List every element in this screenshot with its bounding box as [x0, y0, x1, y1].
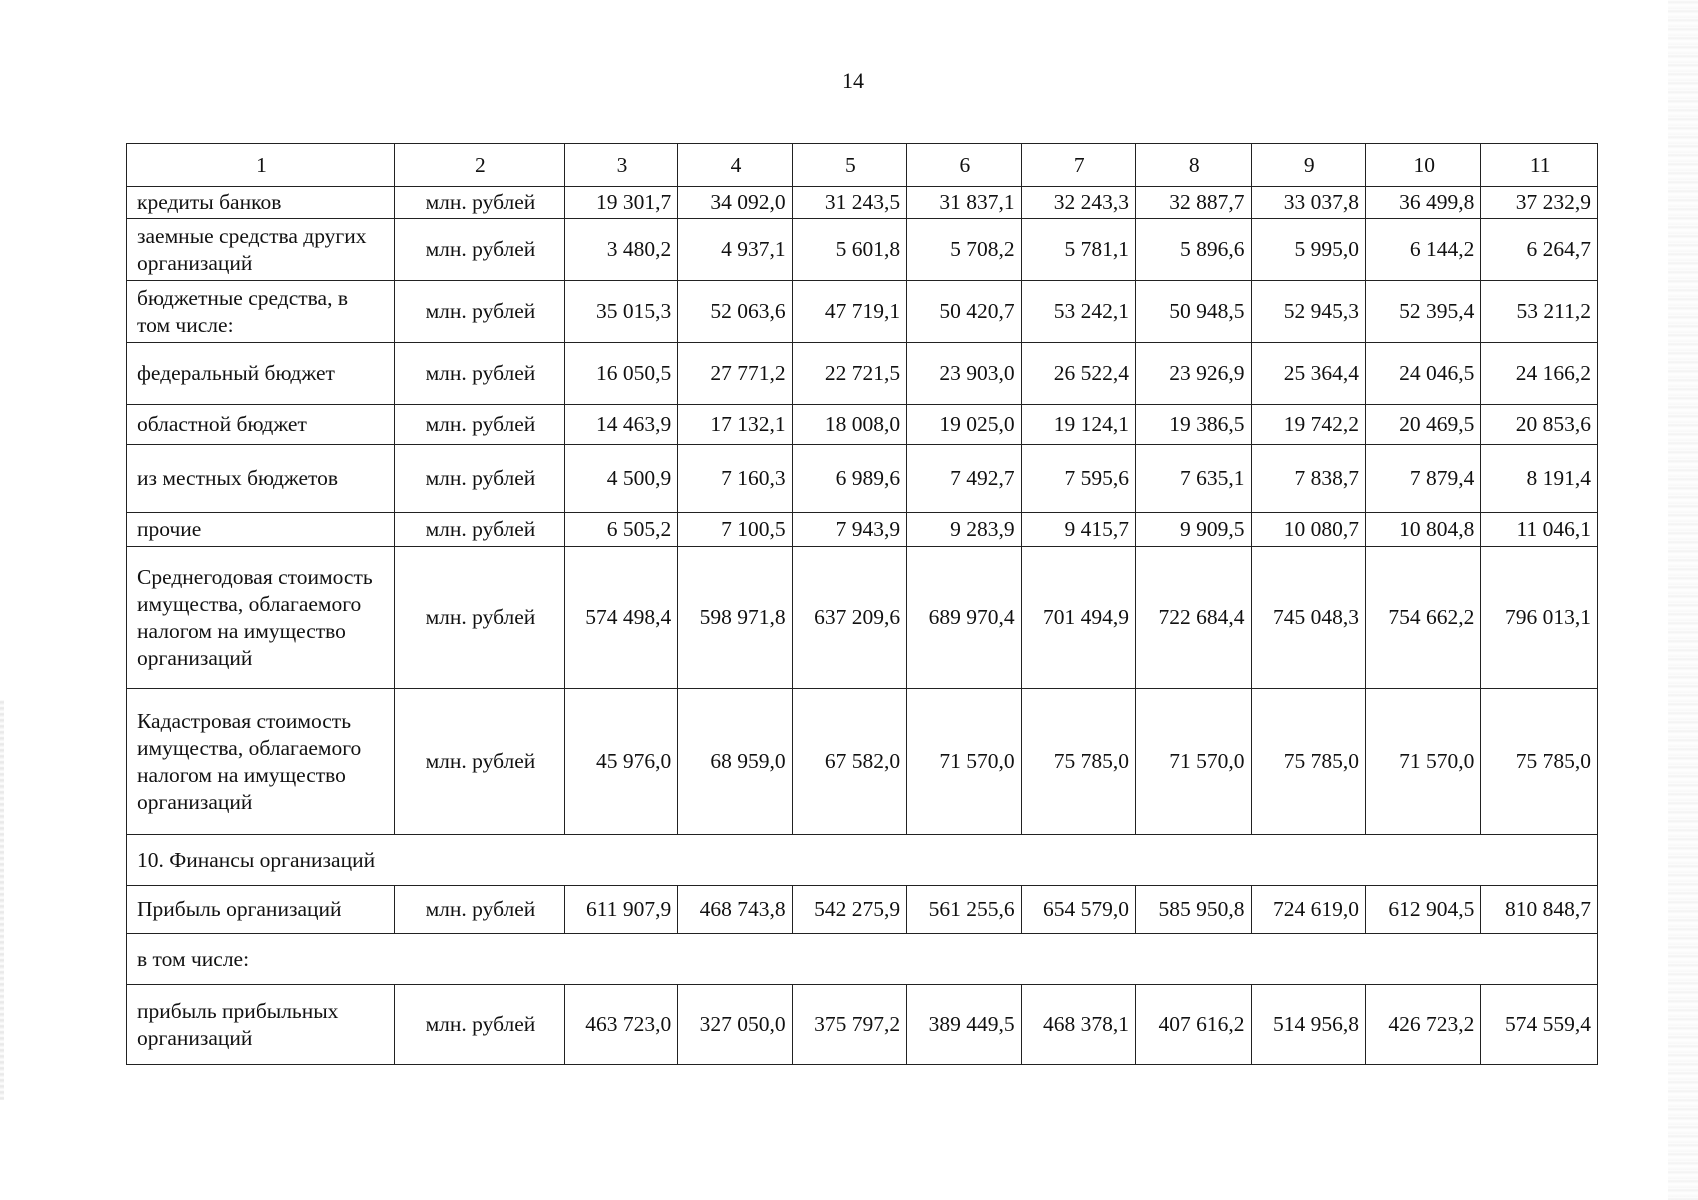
column-number: 2: [395, 144, 565, 187]
value-cell: 745 048,3: [1251, 547, 1365, 689]
table-row: [127, 445, 1598, 513]
indicator-name: прочие: [127, 513, 395, 547]
unit-cell: млн. рублей: [395, 219, 565, 281]
value-cell: 75 785,0: [1251, 689, 1365, 835]
indicator-name: областной бюджет: [127, 405, 395, 445]
value-cell: 16 050,5: [564, 343, 677, 405]
value-cell: 45 976,0: [564, 689, 677, 835]
value-cell: 35 015,3: [564, 281, 677, 343]
value-cell: 542 275,9: [792, 886, 906, 934]
value-cell: 514 956,8: [1251, 985, 1365, 1065]
value-cell: 810 848,7: [1481, 886, 1598, 934]
value-cell: 52 395,4: [1365, 281, 1480, 343]
value-cell: 19 742,2: [1251, 405, 1365, 445]
value-cell: 75 785,0: [1021, 689, 1135, 835]
value-cell: 7 100,5: [678, 513, 792, 547]
value-cell: 5 781,1: [1021, 219, 1135, 281]
unit-cell: млн. рублей: [395, 405, 565, 445]
value-cell: 37 232,9: [1481, 187, 1598, 219]
value-cell: 4 500,9: [564, 445, 677, 513]
value-cell: 31 837,1: [907, 187, 1021, 219]
value-cell: 6 144,2: [1365, 219, 1480, 281]
indicator-name: Прибыль организаций: [127, 886, 395, 934]
value-cell: 7 595,6: [1021, 445, 1135, 513]
value-cell: 7 838,7: [1251, 445, 1365, 513]
column-number: 8: [1136, 144, 1251, 187]
value-cell: 17 132,1: [678, 405, 792, 445]
value-cell: 50 948,5: [1136, 281, 1251, 343]
value-cell: 3 480,2: [564, 219, 677, 281]
value-cell: 24 166,2: [1481, 343, 1598, 405]
value-cell: 612 904,5: [1365, 886, 1480, 934]
value-cell: 574 559,4: [1481, 985, 1598, 1065]
column-number: 5: [792, 144, 906, 187]
indicator-name: заемные средства других организаций: [127, 219, 395, 281]
value-cell: 26 522,4: [1021, 343, 1135, 405]
table-row: [127, 281, 1598, 343]
column-number: 7: [1021, 144, 1135, 187]
value-cell: 585 950,8: [1136, 886, 1251, 934]
value-cell: 375 797,2: [792, 985, 906, 1065]
value-cell: 50 420,7: [907, 281, 1021, 343]
value-cell: 561 255,6: [907, 886, 1021, 934]
value-cell: 722 684,4: [1136, 547, 1251, 689]
value-cell: 68 959,0: [678, 689, 792, 835]
value-cell: 5 995,0: [1251, 219, 1365, 281]
value-cell: 654 579,0: [1021, 886, 1135, 934]
value-cell: 5 896,6: [1136, 219, 1251, 281]
value-cell: 7 635,1: [1136, 445, 1251, 513]
value-cell: 32 887,7: [1136, 187, 1251, 219]
unit-cell: млн. рублей: [395, 445, 565, 513]
value-cell: 23 926,9: [1136, 343, 1251, 405]
value-cell: 724 619,0: [1251, 886, 1365, 934]
value-cell: 9 909,5: [1136, 513, 1251, 547]
value-cell: 426 723,2: [1365, 985, 1480, 1065]
value-cell: 7 160,3: [678, 445, 792, 513]
value-cell: 468 743,8: [678, 886, 792, 934]
column-number-row: [127, 144, 1598, 187]
column-number: 3: [564, 144, 677, 187]
value-cell: 53 211,2: [1481, 281, 1598, 343]
table-row: [127, 513, 1598, 547]
value-cell: 71 570,0: [1136, 689, 1251, 835]
column-number: 6: [907, 144, 1021, 187]
value-cell: 701 494,9: [1021, 547, 1135, 689]
value-cell: 327 050,0: [678, 985, 792, 1065]
column-number: 10: [1365, 144, 1480, 187]
value-cell: 7 492,7: [907, 445, 1021, 513]
scan-edge-noise: [1668, 0, 1698, 1200]
value-cell: 14 463,9: [564, 405, 677, 445]
table-body: [127, 144, 1598, 1065]
unit-cell: млн. рублей: [395, 689, 565, 835]
value-cell: 6 505,2: [564, 513, 677, 547]
value-cell: 689 970,4: [907, 547, 1021, 689]
value-cell: 19 025,0: [907, 405, 1021, 445]
value-cell: 389 449,5: [907, 985, 1021, 1065]
value-cell: 71 570,0: [907, 689, 1021, 835]
value-cell: 18 008,0: [792, 405, 906, 445]
value-cell: 754 662,2: [1365, 547, 1480, 689]
unit-cell: млн. рублей: [395, 886, 565, 934]
value-cell: 637 209,6: [792, 547, 906, 689]
section-row: [127, 934, 1598, 985]
unit-cell: млн. рублей: [395, 281, 565, 343]
statistics-table: [126, 143, 1598, 1065]
value-cell: 20 853,6: [1481, 405, 1598, 445]
value-cell: 25 364,4: [1251, 343, 1365, 405]
column-number: 9: [1251, 144, 1365, 187]
indicator-name: федеральный бюджет: [127, 343, 395, 405]
value-cell: 71 570,0: [1365, 689, 1480, 835]
table-row: [127, 886, 1598, 934]
indicator-name: бюджетные средства, в том числе:: [127, 281, 395, 343]
table-row: [127, 689, 1598, 835]
value-cell: 611 907,9: [564, 886, 677, 934]
unit-cell: млн. рублей: [395, 985, 565, 1065]
value-cell: 33 037,8: [1251, 187, 1365, 219]
value-cell: 75 785,0: [1481, 689, 1598, 835]
unit-cell: млн. рублей: [395, 187, 565, 219]
value-cell: 22 721,5: [792, 343, 906, 405]
table-row: [127, 343, 1598, 405]
value-cell: 24 046,5: [1365, 343, 1480, 405]
value-cell: 10 080,7: [1251, 513, 1365, 547]
indicator-name: кредиты банков: [127, 187, 395, 219]
value-cell: 19 386,5: [1136, 405, 1251, 445]
value-cell: 10 804,8: [1365, 513, 1480, 547]
value-cell: 7 879,4: [1365, 445, 1480, 513]
value-cell: 52 945,3: [1251, 281, 1365, 343]
indicator-name: Кадастровая стоимость имущества, облагаемого налогом на имущество организаций: [127, 689, 395, 835]
table-row: [127, 405, 1598, 445]
value-cell: 9 415,7: [1021, 513, 1135, 547]
value-cell: 6 989,6: [792, 445, 906, 513]
value-cell: 796 013,1: [1481, 547, 1598, 689]
value-cell: 574 498,4: [564, 547, 677, 689]
value-cell: 67 582,0: [792, 689, 906, 835]
table-row: [127, 985, 1598, 1065]
value-cell: 6 264,7: [1481, 219, 1598, 281]
value-cell: 5 601,8: [792, 219, 906, 281]
value-cell: 468 378,1: [1021, 985, 1135, 1065]
section-row: [127, 835, 1598, 886]
column-number: 4: [678, 144, 792, 187]
value-cell: 7 943,9: [792, 513, 906, 547]
scan-edge-noise-left: [0, 700, 4, 1100]
unit-cell: млн. рублей: [395, 343, 565, 405]
value-cell: 27 771,2: [678, 343, 792, 405]
value-cell: 463 723,0: [564, 985, 677, 1065]
section-heading: в том числе:: [127, 934, 1598, 985]
indicator-name: из местных бюджетов: [127, 445, 395, 513]
value-cell: 8 191,4: [1481, 445, 1598, 513]
table-row: [127, 187, 1598, 219]
value-cell: 20 469,5: [1365, 405, 1480, 445]
unit-cell: млн. рублей: [395, 547, 565, 689]
value-cell: 407 616,2: [1136, 985, 1251, 1065]
value-cell: 19 124,1: [1021, 405, 1135, 445]
value-cell: 47 719,1: [792, 281, 906, 343]
value-cell: 598 971,8: [678, 547, 792, 689]
page-number: 14: [842, 68, 864, 93]
value-cell: 9 283,9: [907, 513, 1021, 547]
value-cell: 5 708,2: [907, 219, 1021, 281]
table-row: [127, 219, 1598, 281]
value-cell: 19 301,7: [564, 187, 677, 219]
value-cell: 31 243,5: [792, 187, 906, 219]
section-heading: 10. Финансы организаций: [127, 835, 1598, 886]
column-number: 11: [1481, 144, 1598, 187]
value-cell: 32 243,3: [1021, 187, 1135, 219]
value-cell: 11 046,1: [1481, 513, 1598, 547]
value-cell: 36 499,8: [1365, 187, 1480, 219]
value-cell: 4 937,1: [678, 219, 792, 281]
indicator-name: прибыль прибыльных организаций: [127, 985, 395, 1065]
column-number: 1: [127, 144, 395, 187]
value-cell: 52 063,6: [678, 281, 792, 343]
value-cell: 53 242,1: [1021, 281, 1135, 343]
unit-cell: млн. рублей: [395, 513, 565, 547]
value-cell: 34 092,0: [678, 187, 792, 219]
indicator-name: Среднегодовая стоимость имущества, облагаемого налогом на имущество организаций: [127, 547, 395, 689]
value-cell: 23 903,0: [907, 343, 1021, 405]
table-row: [127, 547, 1598, 689]
